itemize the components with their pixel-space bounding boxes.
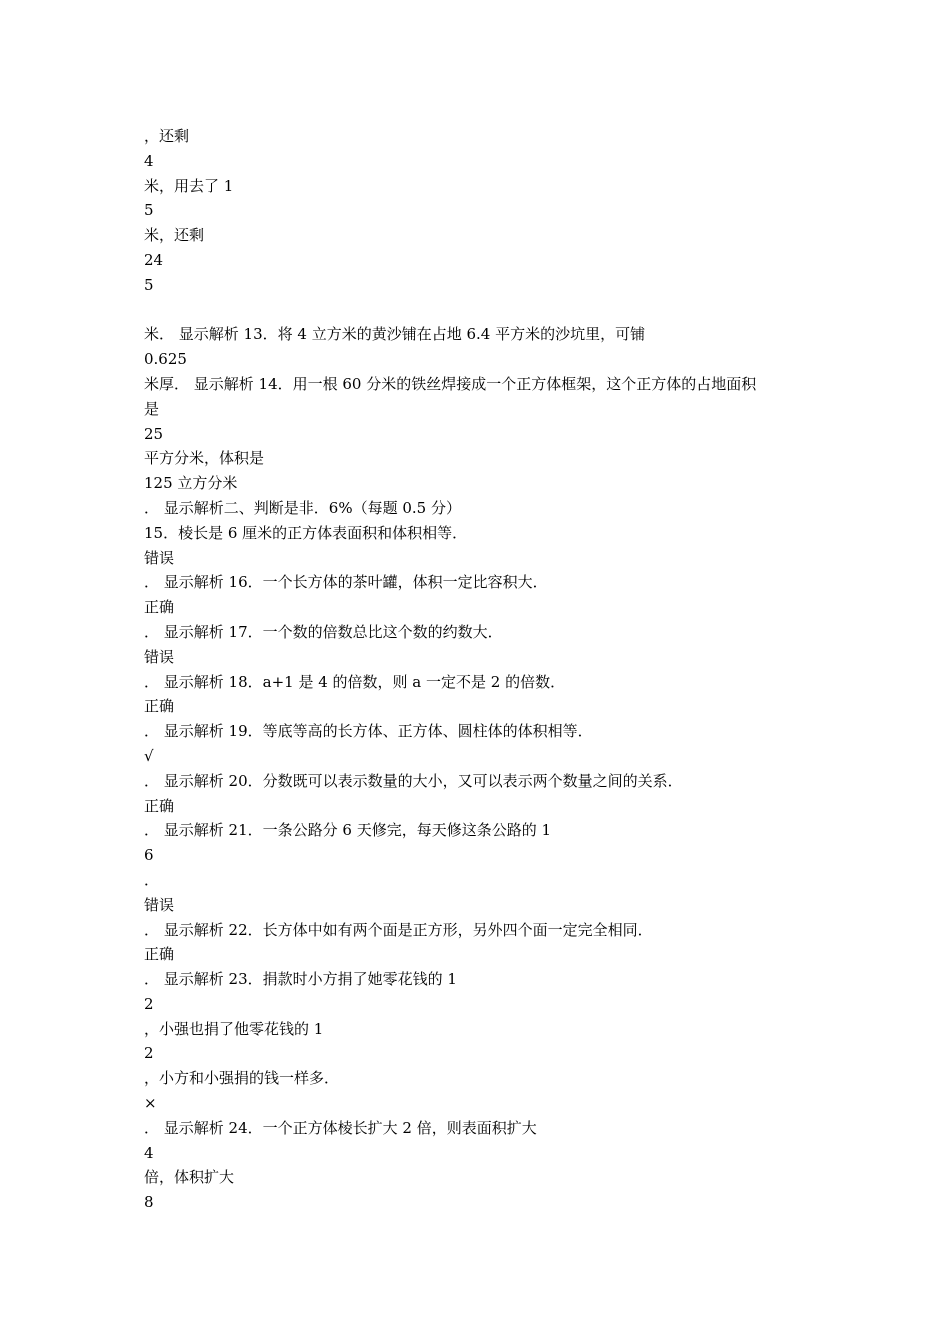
text-line: 平方分米，体积是 — [144, 449, 265, 468]
text-line: 2 — [144, 1044, 154, 1063]
question-24-line: ． 显示解析 24．一个正方体棱长扩大 2 倍，则表面积扩大 — [144, 1118, 537, 1137]
question-15-line: 15．棱长是 6 厘米的正方体表面积和体积相等． — [144, 523, 468, 542]
text-line: ． — [144, 870, 160, 889]
question-13-line: 米． 显示解析 13．将 4 立方米的黄沙铺在占地 6.4 平方米的沙坑里，可铺 — [144, 325, 646, 344]
answer-line: 错误 — [144, 647, 175, 666]
answer-line: 错误 — [144, 548, 175, 567]
text-line: 24 — [144, 250, 164, 269]
section-heading-line: ． 显示解析二、判断是非．6%（每题 0.5 分） — [144, 498, 461, 517]
blank-line — [144, 298, 824, 323]
text-line: 125 立方分米 — [144, 474, 238, 493]
text-line: ，小方和小强捐的钱一样多． — [144, 1069, 340, 1088]
text-line: 6 — [144, 846, 154, 865]
answer-line: 正确 — [144, 697, 175, 716]
text-line: 米，用去了 1 — [144, 176, 234, 195]
answer-line: √ — [144, 746, 154, 765]
text-line: 25 — [144, 424, 164, 443]
text-line: 4 — [144, 1143, 154, 1162]
answer-line: 正确 — [144, 598, 175, 617]
text-line: 4 — [144, 151, 154, 170]
text-line: 5 — [144, 275, 154, 294]
text-line: 米，还剩 — [144, 226, 205, 245]
question-19-line: ． 显示解析 19．等底等高的长方体、正方体、圆柱体的体积相等． — [144, 722, 593, 741]
text-line: 2 — [144, 994, 154, 1013]
question-16-line: ． 显示解析 16．一个长方体的茶叶罐，体积一定比容积大． — [144, 573, 548, 592]
text-line: 是 — [144, 399, 160, 418]
answer-line: 错误 — [144, 895, 175, 914]
text-line: ，还剩 — [144, 127, 190, 145]
text-line: 8 — [144, 1193, 154, 1212]
question-21-line: ． 显示解析 21．一条公路分 6 天修完，每天修这条公路的 1 — [144, 821, 552, 840]
text-line: ，小强也捐了他零花钱的 1 — [144, 1019, 324, 1038]
question-23-line: ． 显示解析 23．捐款时小方捐了她零花钱的 1 — [144, 970, 457, 989]
document-body — [144, 124, 824, 1215]
answer-line: × — [144, 1094, 157, 1113]
question-22-line: ． 显示解析 22．长方体中如有两个面是正方形，另外四个面一定完全相同． — [144, 920, 653, 939]
question-14-line: 米厚． 显示解析 14．用一根 60 分米的铁丝焊接成一个正方体框架，这个正方体的占地面积 — [144, 374, 757, 393]
text-line: 0.625 — [144, 350, 187, 369]
question-17-line: ． 显示解析 17．一个数的倍数总比这个数的约数大． — [144, 622, 503, 641]
text-line: 倍，体积扩大 — [144, 1168, 235, 1187]
question-20-line: ． 显示解析 20．分数既可以表示数量的大小，又可以表示两个数量之间的关系． — [144, 771, 683, 790]
question-18-line: ． 显示解析 18．a+1 是 4 的倍数，则 a 一定不是 2 的倍数． — [144, 672, 566, 691]
answer-line: 正确 — [144, 796, 175, 815]
answer-line: 正确 — [144, 945, 175, 964]
text-line: 5 — [144, 201, 154, 220]
